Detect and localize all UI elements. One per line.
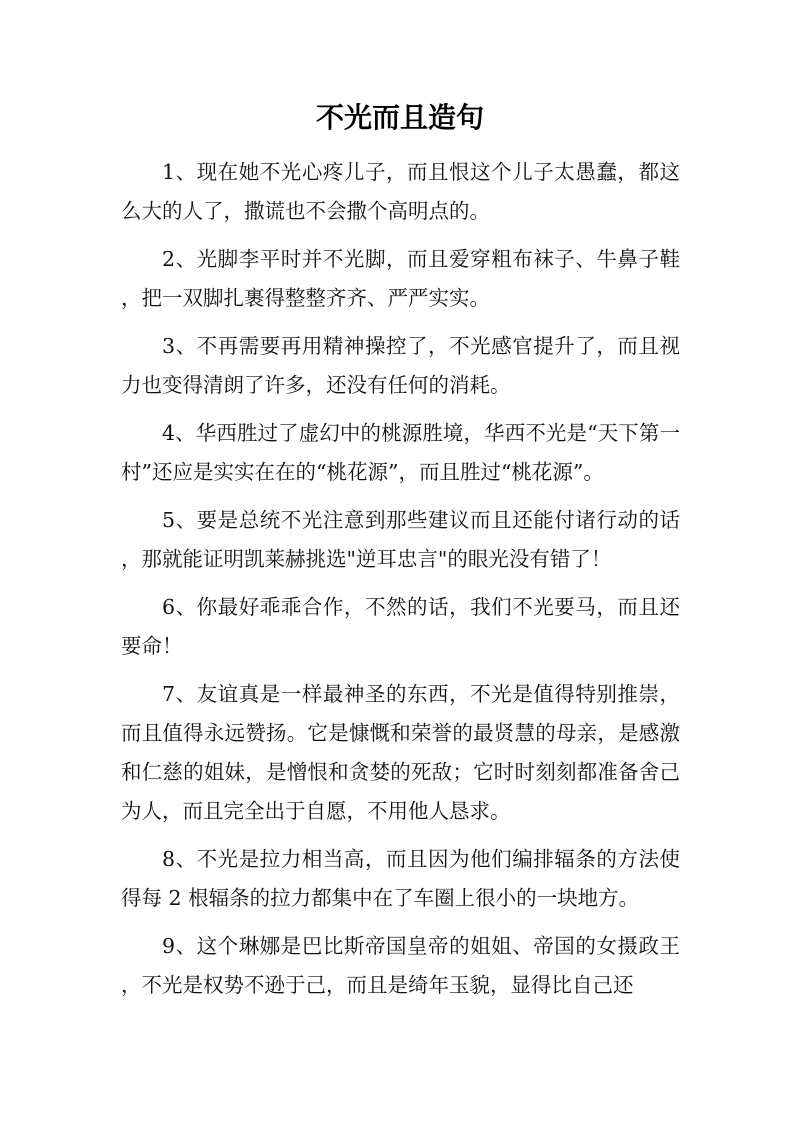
paragraph-8: 8、不光是拉力相当高，而且因为他们编排辐条的方法使得每 2 根辐条的拉力都集中在了车圈上很小的一块地方。 [121,847,680,910]
paragraph-7: 7、友谊真是一样最神圣的东西，不光是值得特别推崇，而且值得永远赞扬。它是慷慨和荣誉的最贤慧的母亲，是感激和仁慈的姐妹，是憎恨和贪婪的死敌；它时时刻刻都准备舍己为人，而且完全出于自愿，不用他人恳求。 [121,682,680,823]
document-title: 不光而且造句 [315,101,484,134]
paragraph-6: 6、你最好乖乖合作，不然的话，我们不光要马，而且还要命！ [121,595,680,658]
paragraph-2: 2、光脚李平时并不光脚，而且爱穿粗布袜子、牛鼻子鞋，把一双脚扎裹得整整齐齐、严严实实。 [121,247,680,310]
document-body [121,153,680,1014]
paragraph-4: 4、华西胜过了虚幻中的桃源胜境，华西不光是“天下第一村”还应是实实在在的“桃花源”，而且胜过“桃花源”。 [121,421,680,484]
paragraph-5: 5、要是总统不光注意到那些建议而且还能付诸行动的话，那就能证明凯莱赫挑选"逆耳忠言"的眼光没有错了！ [121,508,680,571]
paragraph-9: 9、这个琳娜是巴比斯帝国皇帝的姐姐、帝国的女摄政王，不光是权势不逊于己，而且是绮年玉貌，显得比自己还 [121,934,680,997]
paragraph-3: 3、不再需要再用精神操控了，不光感官提升了，而且视力也变得清朗了许多，还没有任何的消耗。 [121,334,680,397]
paragraph-1: 1、现在她不光心疼儿子，而且恨这个儿子太愚蠢，都这么大的人了，撒谎也不会撒个高明点的。 [121,160,680,223]
